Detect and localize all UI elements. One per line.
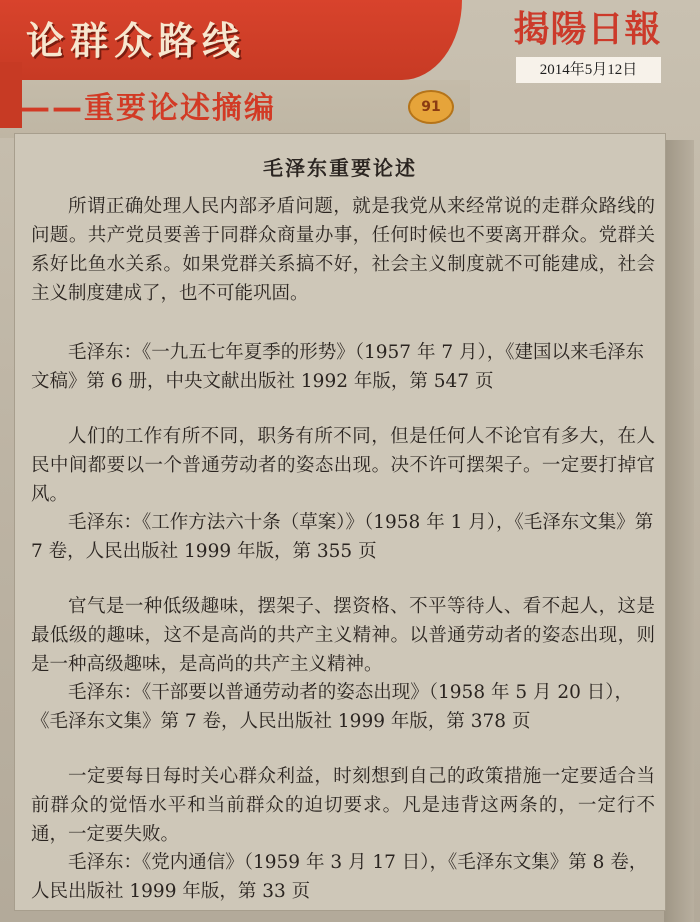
header-banner xyxy=(0,0,462,80)
masthead xyxy=(510,2,665,90)
newspaper-logo: 揭陽日報 xyxy=(513,8,662,50)
column-subtitle: ——重要论述摘编 xyxy=(20,91,276,126)
article-title: 毛泽东重要论述 xyxy=(263,156,417,180)
quote-paragraph-4: 一定要每日每时关心群众利益，时刻想到自己的政策措施一定要适合当前群众的觉悟水平和当前群众的迫切要求。凡是违背这两条的，一定行不通，一定要失败。 xyxy=(31,766,655,845)
quote-source-2: 毛泽东：《工作方法六十条（草案）》（1958 年 1 月），《毛泽东文集》第 7 卷，人民出版社 1999 年版，第 355 页 xyxy=(31,512,654,562)
quote-paragraph-3: 官气是一种低级趣味，摆架子、摆资格、不平等待人、看不起人，这是最低级的趣味，这不是高尚的共产主义精神。以普通劳动者的姿态出现，则是一种高级趣味，是高尚的共产主义精神。 xyxy=(31,596,655,675)
quote-source-4: 毛泽东：《党内通信》（1959 年 3 月 17 日），《毛泽东文集》第 8 卷，人民出版社 1999 年版，第 33 页 xyxy=(31,852,648,902)
page-edge-shadow xyxy=(664,140,694,922)
quote-paragraph-1: 所谓正确处理人民内部矛盾问题，就是我党从来经常说的走群众路线的问题。共产党员要善于同群众商量办事，任何时候也不要离开群众。党群关系好比鱼水关系。如果党群关系搞不好，社会主义制度就不可能建成，社会主义制度建成了，也不可能巩固。 xyxy=(31,196,655,304)
quote-paragraph-2: 人们的工作有所不同，职务有所不同，但是任何人不论官有多大，在人民中间都要以一个普通劳动者的姿态出现。决不许可摆架子。一定要打掉官风。 xyxy=(31,426,655,505)
article-panel xyxy=(14,133,666,911)
issue-number-badge: 91 xyxy=(408,90,454,124)
quote-source-3: 毛泽东：《干部要以普通劳动者的姿态出现》（1958 年 5 月 20 日），《毛泽东文集》第 7 卷，人民出版社 1999 年版，第 378 页 xyxy=(31,682,634,732)
column-title: 论群众路线 xyxy=(26,19,247,63)
banner-tail xyxy=(0,62,22,128)
quote-source-1: 毛泽东：《一九五七年夏季的形势》（1957 年 7 月），《建国以来毛泽东文稿》第 6 册，中央文献出版社 1992 年版，第 547 页 xyxy=(31,342,644,392)
publication-date: 2014年5月12日 xyxy=(516,57,661,83)
